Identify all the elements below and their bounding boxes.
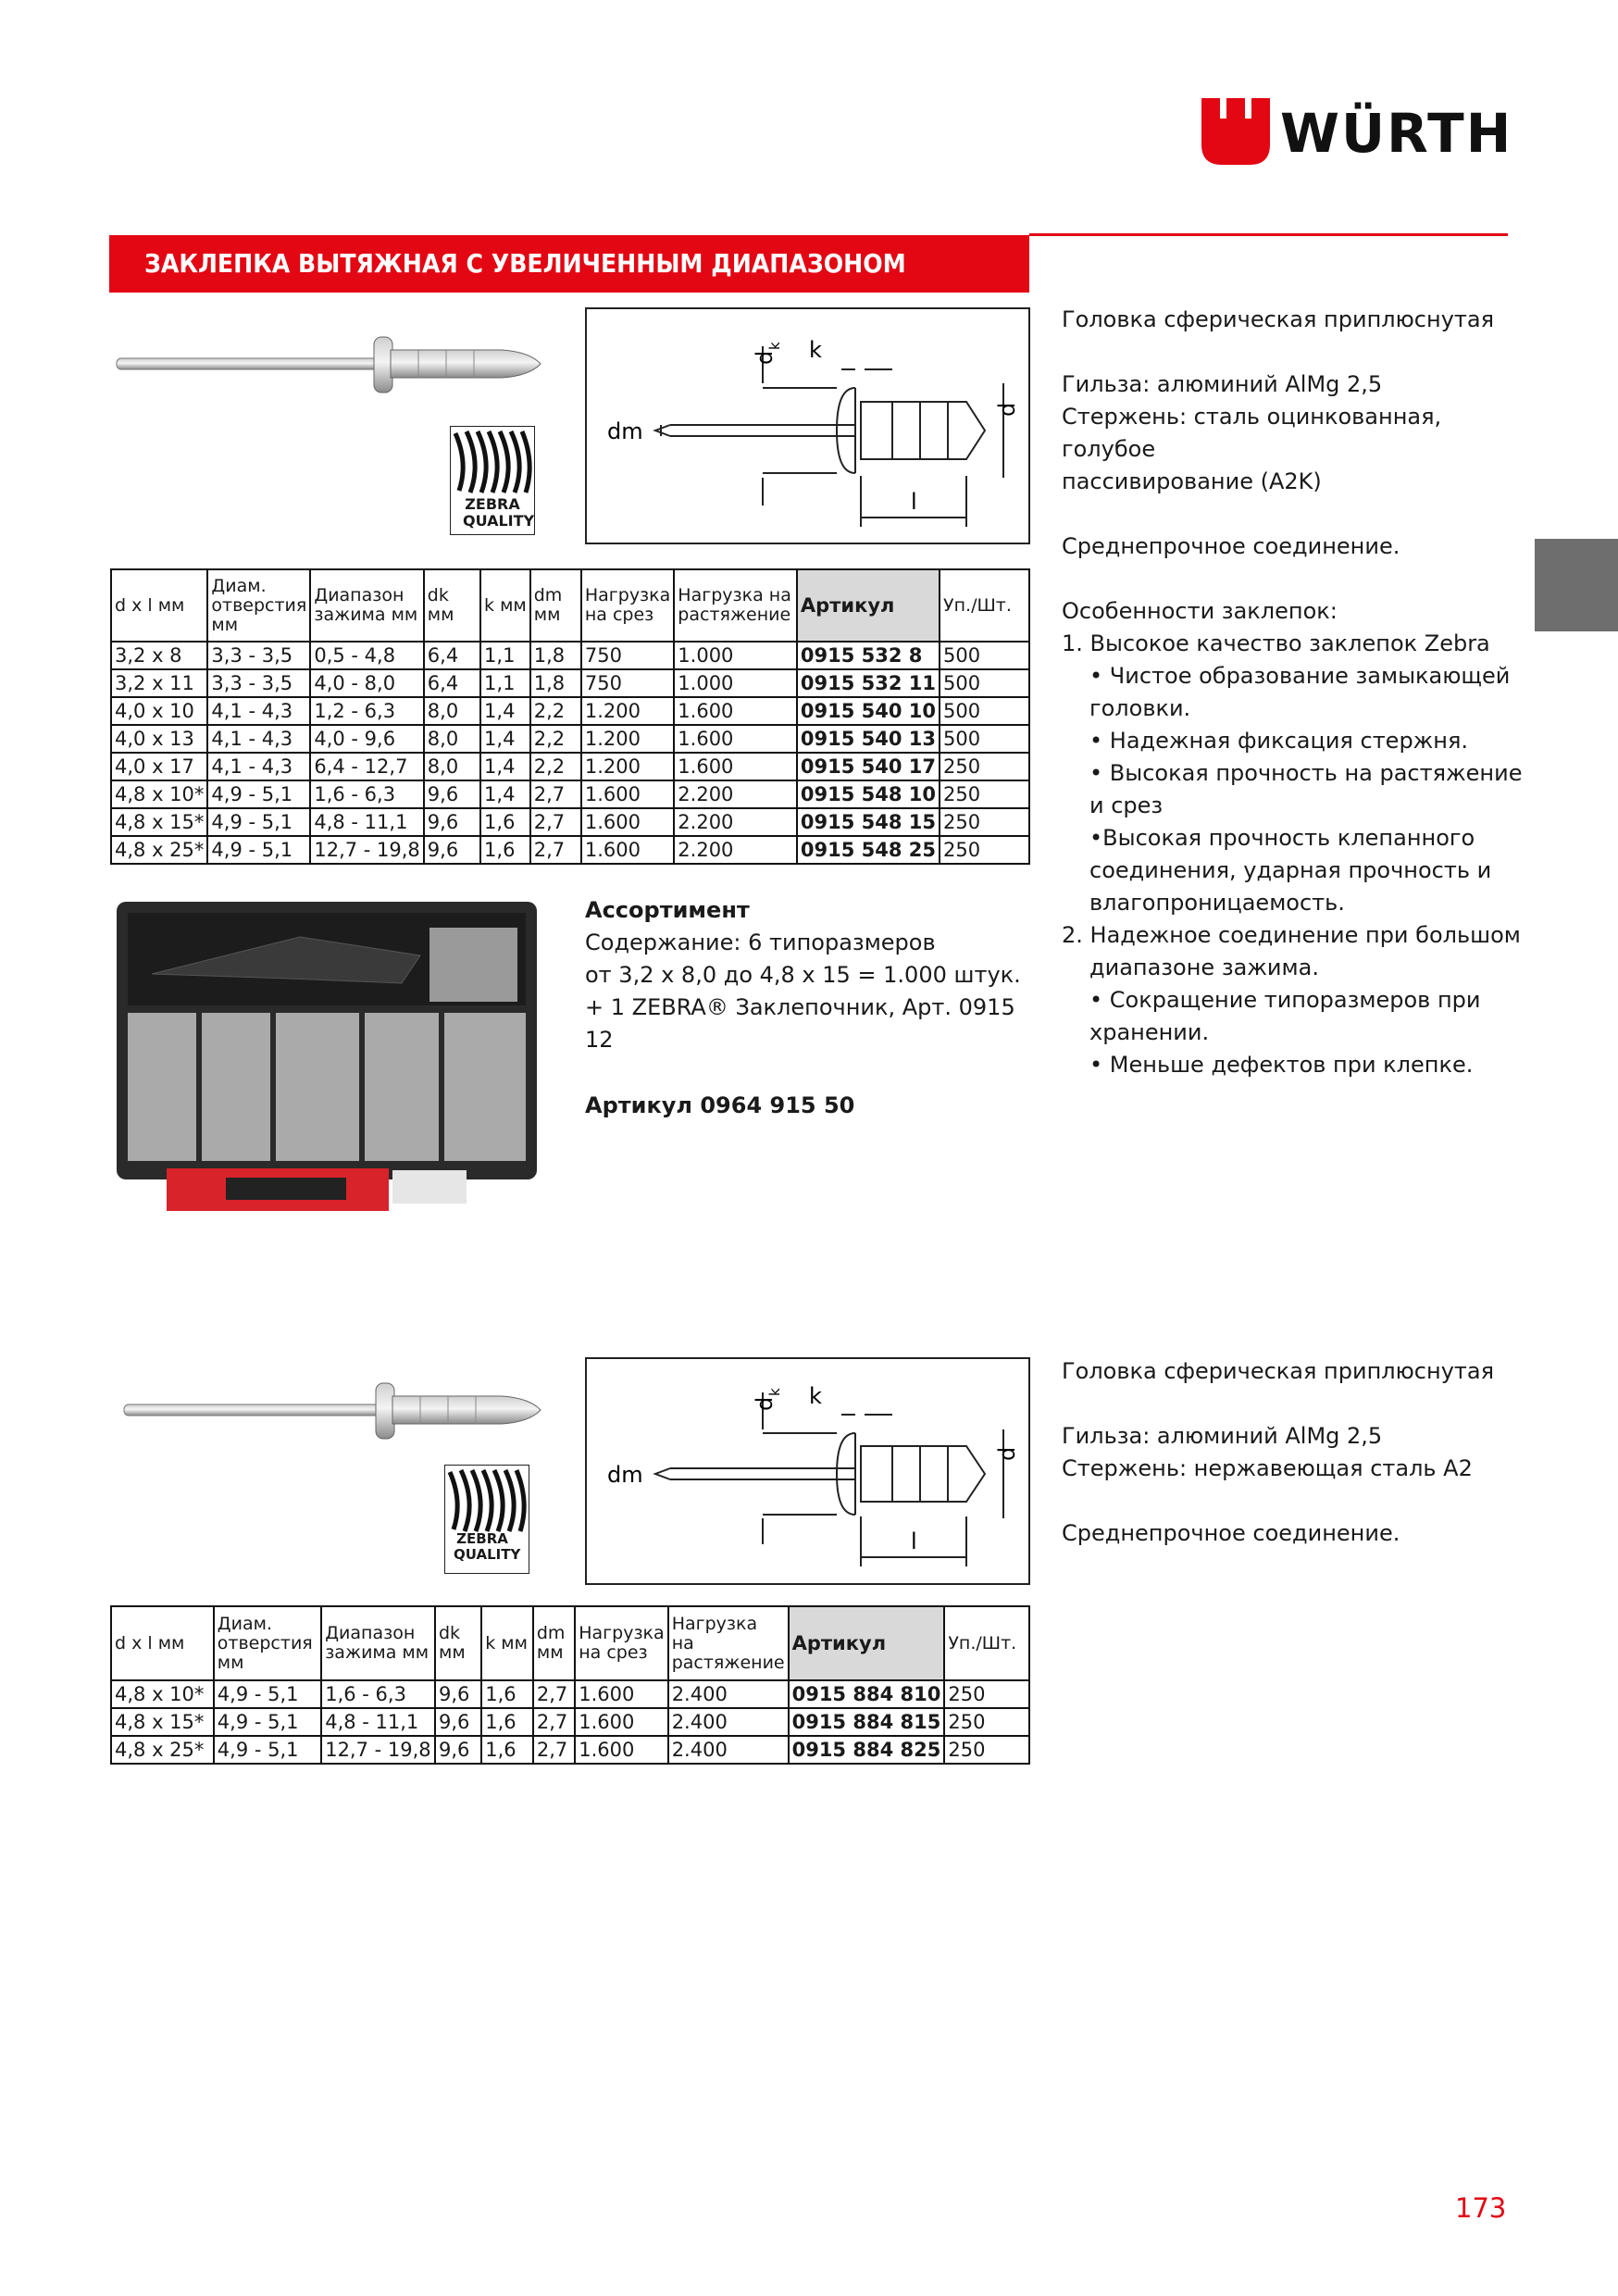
wurth-logo-icon [1201, 98, 1270, 165]
table-cell: 250 [944, 1736, 1029, 1764]
assortment-block [585, 894, 1029, 1122]
label-dm: dm [607, 1462, 643, 1488]
table-cell: 2,2 [530, 697, 581, 725]
table-header-row [111, 569, 1029, 642]
label-dk: d [752, 1396, 778, 1411]
col-header: d x l мм [111, 1606, 214, 1680]
article-number-cell: 0915 540 17 [797, 753, 940, 780]
desc-line: • Сокращение типоразмеров при [1089, 987, 1481, 1013]
col-header: Диапазон зажима мм [321, 1606, 435, 1680]
table-cell: 4,9 - 5,1 [214, 1736, 321, 1764]
table-row [111, 697, 1029, 725]
table-cell: 250 [940, 808, 1029, 836]
spacer [1062, 498, 1525, 530]
table-cell: 4,8 x 15* [111, 1708, 214, 1736]
badge-line2: QUALITY [454, 1546, 521, 1563]
table-cell: 500 [940, 669, 1029, 697]
spacer [1062, 563, 1525, 595]
table-cell: 4,9 - 5,1 [207, 780, 310, 808]
spacer [1062, 336, 1525, 368]
assortment-case-image [115, 900, 539, 1224]
table-cell: 6,4 [424, 642, 480, 669]
desc-line: Головка сферическая приплюснутая [1062, 306, 1495, 332]
desc-line: 2. Надежное соединение при большом [1062, 922, 1521, 948]
col-header: dm мм [530, 569, 581, 642]
col-header: dm мм [533, 1606, 575, 1680]
table-cell: 1.000 [674, 642, 797, 669]
table-cell: 4,8 x 10* [111, 780, 207, 808]
col-header: Диам. отверстия мм [207, 569, 310, 642]
table-cell: 250 [940, 780, 1029, 808]
article-number-cell: 0915 884 810 [789, 1680, 945, 1708]
table-cell: 6,4 [424, 669, 480, 697]
article-number-cell: 0915 884 815 [789, 1708, 945, 1736]
article-number-cell: 0915 884 825 [789, 1736, 945, 1764]
spec-table-2 [110, 1605, 1030, 1765]
table-cell: 1,4 [480, 697, 530, 725]
section-tab [1535, 539, 1618, 631]
label-d: d [994, 402, 1020, 417]
desc-line: • Меньше дефектов при клепке. [1089, 1052, 1474, 1078]
zebra-quality-badge [450, 426, 535, 539]
label-l: l [911, 489, 917, 515]
section2-description [1062, 1355, 1525, 1550]
table-row [111, 642, 1029, 669]
col-header: Артикул [797, 569, 940, 642]
spacer [1062, 1485, 1525, 1517]
article-number-cell: 0915 532 11 [797, 669, 940, 697]
table-cell: 3,3 - 3,5 [207, 642, 310, 669]
badge-line2: QUALITY [463, 512, 535, 530]
table-cell: 1.600 [575, 1680, 667, 1708]
label-dm: dm [607, 418, 643, 444]
table-cell: 2,7 [530, 780, 581, 808]
table-cell: 500 [940, 642, 1029, 669]
page-title: ЗАКЛЕПКА ВЫТЯЖНАЯ С УВЕЛИЧЕННЫМ ДИАПАЗОНОМ ЗАЖИМА [109, 235, 1029, 293]
label-l: l [911, 1529, 917, 1554]
zebra-quality-badge-2 [444, 1465, 529, 1578]
desc-line: Головка сферическая приплюснутая [1062, 1358, 1495, 1384]
table-cell: 4,9 - 5,1 [214, 1708, 321, 1736]
table-cell: 1,1 [480, 642, 530, 669]
table-cell: 4,9 - 5,1 [207, 836, 310, 864]
table-cell: 1.600 [581, 780, 674, 808]
table-cell: 4,8 - 11,1 [321, 1708, 435, 1736]
table-cell: 250 [944, 1680, 1029, 1708]
table-cell: 2.400 [668, 1736, 789, 1764]
table-row [111, 836, 1029, 864]
table-row [111, 780, 1029, 808]
table-cell: 500 [940, 725, 1029, 753]
table-cell: 4,0 x 10 [111, 697, 207, 725]
col-header: Нагрузка на срез [581, 569, 674, 642]
desc-line: головки. [1089, 695, 1191, 721]
page-number: 173 [1455, 2192, 1507, 2224]
desc-line: Гильза: алюминий AlMg 2,5 [1062, 371, 1383, 397]
desc-line: Гильза: алюминий AlMg 2,5 [1062, 1423, 1383, 1449]
table-row [111, 725, 1029, 753]
table-cell: 2,7 [530, 836, 581, 864]
table-cell: 1.600 [674, 697, 797, 725]
table-cell: 8,0 [424, 725, 480, 753]
table-cell: 2.200 [674, 836, 797, 864]
rivet-image-2 [113, 1379, 548, 1448]
table-cell: 1.600 [575, 1736, 667, 1764]
col-header: k мм [481, 1606, 533, 1680]
table-cell: 1.600 [581, 808, 674, 836]
article-number-cell: 0915 548 10 [797, 780, 940, 808]
col-header: Диам. отверстия мм [214, 1606, 321, 1680]
table-cell: 2,7 [533, 1736, 575, 1764]
label-d: d [994, 1446, 1020, 1461]
col-header: dk мм [424, 569, 480, 642]
brand-name: WÜRTH [1280, 102, 1513, 165]
article-number-cell: 0915 548 15 [797, 808, 940, 836]
table-cell: 750 [581, 669, 674, 697]
col-header: Уп./Шт. [944, 1606, 1029, 1680]
label-k: k [809, 1383, 822, 1409]
table-cell: 1,4 [480, 753, 530, 780]
desc-line: Среднепрочное соединение. [1062, 533, 1400, 559]
label-dk: d [752, 350, 778, 365]
desc-line: пассивирование (A2K) [1062, 468, 1322, 494]
badge-line1: ZEBRA [465, 495, 520, 513]
table-cell: 4,1 - 4,3 [207, 753, 310, 780]
desc-line: • Надежная фиксация стержня. [1089, 728, 1469, 754]
desc-line: хранении. [1089, 1019, 1210, 1045]
badge-line1: ZEBRA [456, 1530, 508, 1547]
table-cell: 8,0 [424, 753, 480, 780]
table-cell: 1,8 [530, 642, 581, 669]
table-cell: 2.200 [674, 780, 797, 808]
label-dk-sub: k [766, 342, 783, 350]
col-header: d x l мм [111, 569, 207, 642]
header-rule [1029, 233, 1508, 236]
table-cell: 9,6 [424, 836, 480, 864]
table-cell: 750 [581, 642, 674, 669]
table-cell: 250 [940, 753, 1029, 780]
table-cell: 3,2 x 8 [111, 642, 207, 669]
col-header: Артикул [789, 1606, 945, 1680]
table-cell: 250 [940, 836, 1029, 864]
table-cell: 1,8 [530, 669, 581, 697]
table-cell: 1.200 [581, 725, 674, 753]
assortment-line: от 3,2 x 8,0 до 4,8 x 15 = 1.000 штук. [585, 962, 1021, 988]
col-header: k мм [480, 569, 530, 642]
table-cell: 8,0 [424, 697, 480, 725]
table-cell: 2,7 [530, 808, 581, 836]
table-cell: 9,6 [424, 780, 480, 808]
table-cell: 4,0 - 8,0 [310, 669, 423, 697]
table-cell: 0,5 - 4,8 [310, 642, 423, 669]
assortment-title: Ассортимент [585, 897, 750, 923]
table-cell: 4,9 - 5,1 [214, 1680, 321, 1708]
desc-line: • Высокая прочность на растяжение [1089, 760, 1523, 786]
col-header: dk мм [435, 1606, 481, 1680]
table-body-1 [111, 642, 1029, 864]
desc-line: влагопроницаемость. [1089, 890, 1345, 916]
table-cell: 12,7 - 19,8 [310, 836, 423, 864]
table-cell: 4,0 x 17 [111, 753, 207, 780]
table-cell: 4,1 - 4,3 [207, 725, 310, 753]
desc-line: Стержень: сталь оцинкованная, голубое [1062, 404, 1442, 462]
col-header: Нагрузка на растяжение [674, 569, 797, 642]
assortment-line: Содержание: 6 типоразмеров [585, 930, 936, 955]
desc-line: Среднепрочное соединение. [1062, 1520, 1400, 1546]
table-row [111, 1708, 1029, 1736]
table-cell: 4,8 - 11,1 [310, 808, 423, 836]
desc-line: диапазоне зажима. [1089, 955, 1319, 980]
table-cell: 1,6 [481, 1708, 533, 1736]
table-cell: 4,8 x 10* [111, 1680, 214, 1708]
table-cell: 2,2 [530, 725, 581, 753]
table-row [111, 753, 1029, 780]
table-cell: 1.000 [674, 669, 797, 697]
desc-line: 1. Высокое качество заклепок Zebra [1062, 630, 1490, 656]
spacer [1062, 1388, 1525, 1420]
col-header: Уп./Шт. [940, 569, 1029, 642]
table-cell: 1.600 [674, 725, 797, 753]
table-cell: 2,7 [533, 1680, 575, 1708]
section1-description [1062, 304, 1525, 1081]
desc-line: •Высокая прочность клепанного [1089, 825, 1475, 851]
rivet-image [113, 333, 548, 402]
table-cell: 4,1 - 4,3 [207, 697, 310, 725]
table-cell: 9,6 [424, 808, 480, 836]
article-number-cell: 0915 548 25 [797, 836, 940, 864]
dimension-drawing-1 [585, 307, 1030, 544]
table-cell: 1,6 - 6,3 [310, 780, 423, 808]
table-cell: 3,2 x 11 [111, 669, 207, 697]
table-cell: 9,6 [435, 1708, 481, 1736]
table-cell: 1.600 [575, 1708, 667, 1736]
table-cell: 4,9 - 5,1 [207, 808, 310, 836]
assortment-article: Артикул 0964 915 50 [585, 1092, 855, 1118]
dimension-drawing-2 [585, 1357, 1030, 1585]
label-k: k [809, 337, 822, 363]
desc-line: и срез [1089, 792, 1164, 818]
desc-line: Стержень: нержавеющая сталь A2 [1062, 1455, 1473, 1481]
table-cell: 12,7 - 19,8 [321, 1736, 435, 1764]
spec-table-1 [110, 568, 1030, 865]
table-cell: 4,8 x 25* [111, 836, 207, 864]
table-cell: 1,4 [480, 725, 530, 753]
table-row [111, 808, 1029, 836]
table-header-row [111, 1606, 1029, 1680]
table-cell: 1,2 - 6,3 [310, 697, 423, 725]
desc-line: соединения, ударная прочность и [1089, 857, 1492, 883]
table-cell: 1,4 [480, 780, 530, 808]
desc-line: Особенности заклепок: [1062, 598, 1338, 624]
table-cell: 4,0 x 13 [111, 725, 207, 753]
table-cell: 1,6 [481, 1680, 533, 1708]
table-cell: 250 [944, 1708, 1029, 1736]
article-number-cell: 0915 532 8 [797, 642, 940, 669]
assortment-line: + 1 ZEBRA® Заклепочник, Арт. 0915 12 [585, 994, 1015, 1053]
table-cell: 2,7 [533, 1708, 575, 1736]
table-cell: 1.200 [581, 697, 674, 725]
table-cell: 4,0 - 9,6 [310, 725, 423, 753]
table-cell: 500 [940, 697, 1029, 725]
table-row [111, 1736, 1029, 1764]
table-cell: 1,6 [481, 1736, 533, 1764]
table-cell: 1,1 [480, 669, 530, 697]
article-number-cell: 0915 540 13 [797, 725, 940, 753]
table-cell: 1.600 [581, 836, 674, 864]
table-cell: 1.600 [674, 753, 797, 780]
table-cell: 6,4 - 12,7 [310, 753, 423, 780]
table-row [111, 669, 1029, 697]
table-cell: 1,6 [480, 808, 530, 836]
table-cell: 2.400 [668, 1708, 789, 1736]
table-cell: 1,6 - 6,3 [321, 1680, 435, 1708]
col-header: Нагрузка на срез [575, 1606, 667, 1680]
table-cell: 9,6 [435, 1736, 481, 1764]
table-cell: 2,2 [530, 753, 581, 780]
table-cell: 1.200 [581, 753, 674, 780]
table-cell: 4,8 x 15* [111, 808, 207, 836]
table-body-2 [111, 1680, 1029, 1764]
article-number-cell: 0915 540 10 [797, 697, 940, 725]
label-dk-sub: k [766, 1388, 783, 1396]
table-cell: 4,8 x 25* [111, 1736, 214, 1764]
table-row [111, 1680, 1029, 1708]
table-cell: 2.400 [668, 1680, 789, 1708]
desc-line: • Чистое образование замыкающей [1089, 663, 1511, 689]
table-cell: 1,6 [480, 836, 530, 864]
table-cell: 2.200 [674, 808, 797, 836]
col-header: Нагрузка на растяжение [668, 1606, 789, 1680]
table-cell: 9,6 [435, 1680, 481, 1708]
table-cell: 3,3 - 3,5 [207, 669, 310, 697]
col-header: Диапазон зажима мм [310, 569, 423, 642]
